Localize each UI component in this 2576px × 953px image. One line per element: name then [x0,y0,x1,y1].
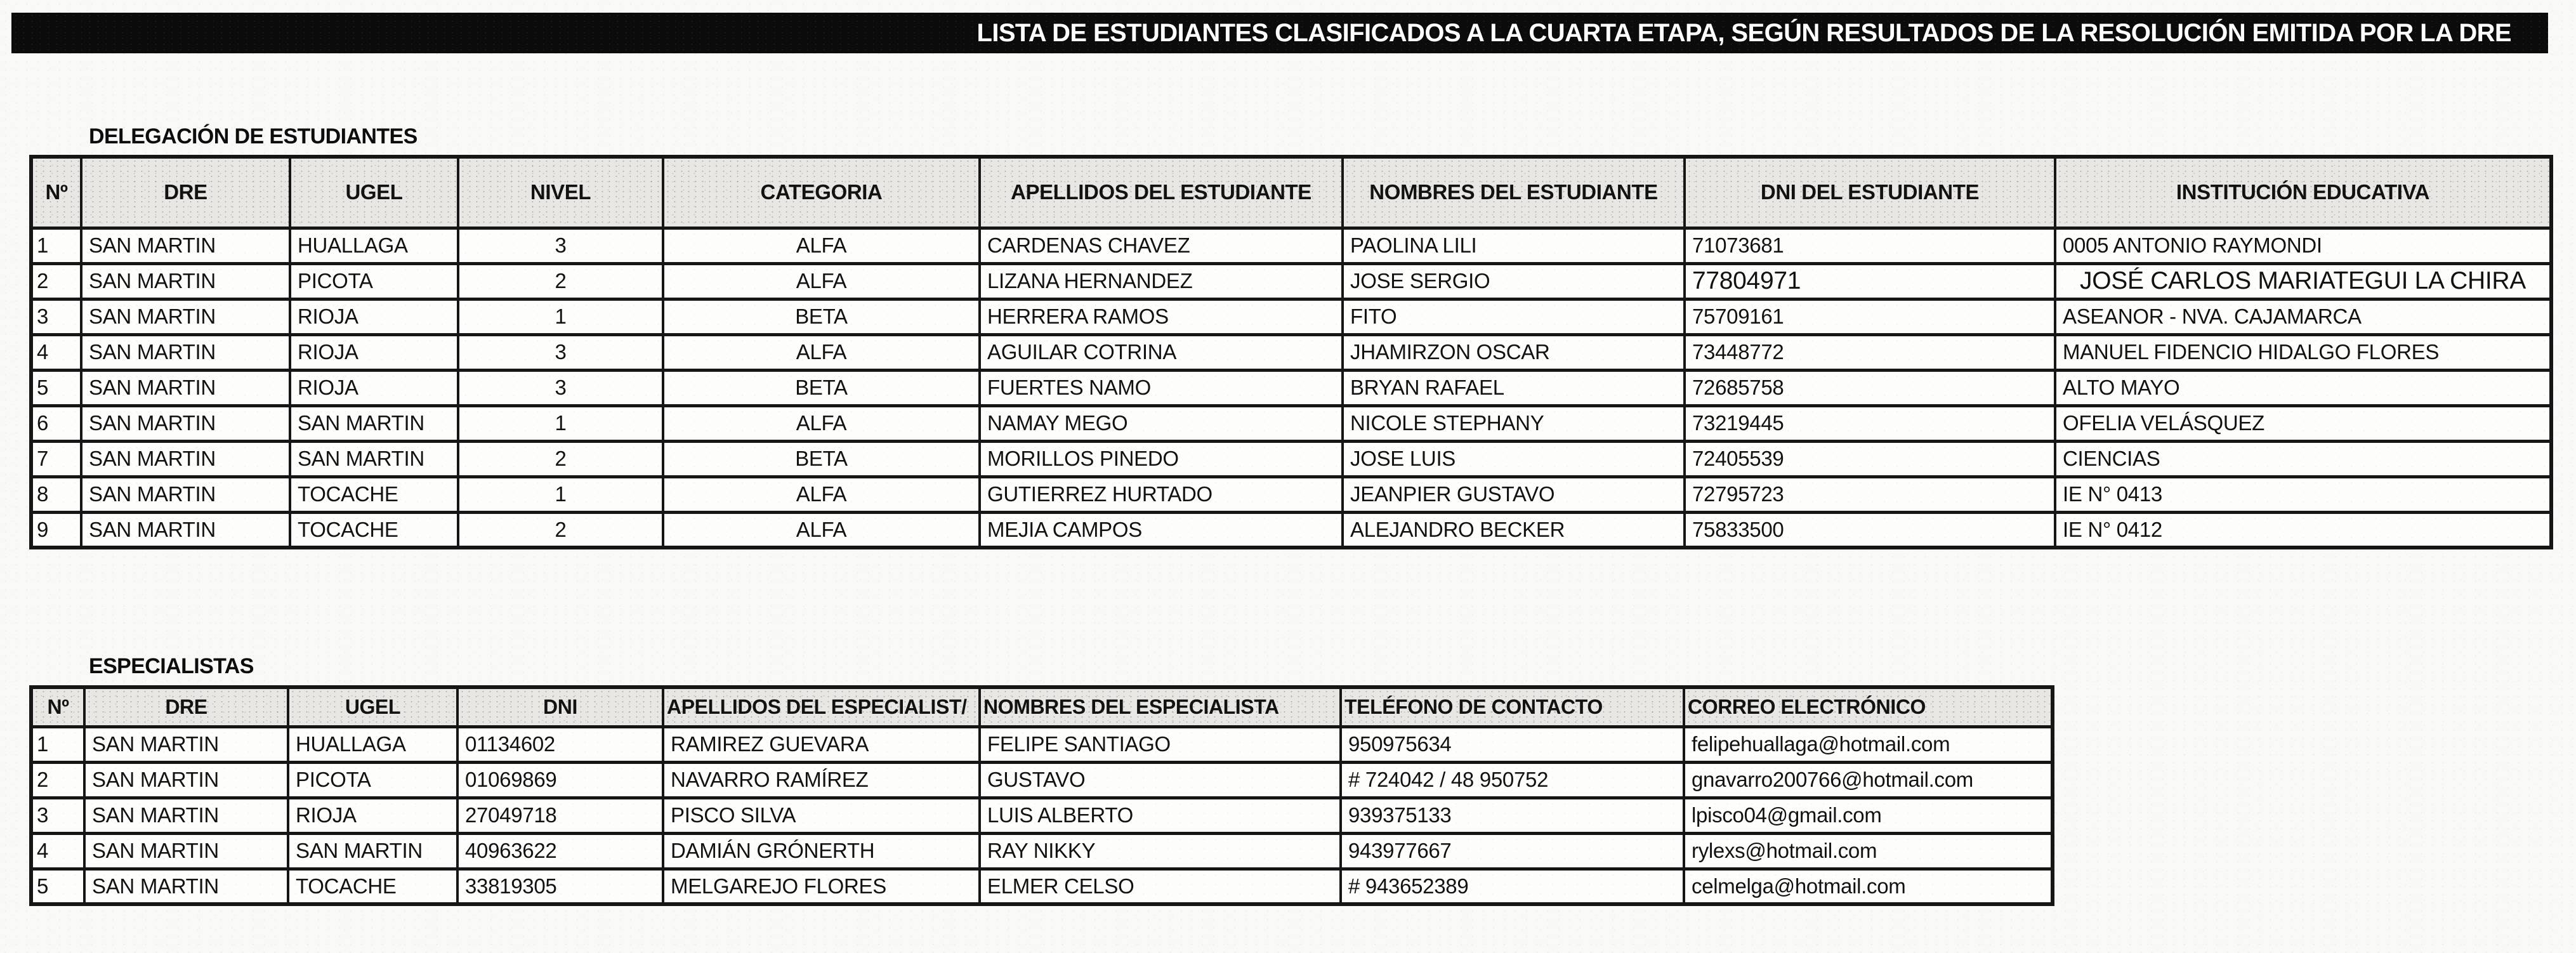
table-row [31,869,2053,904]
table-cell: FITO [1343,299,1685,334]
table-cell: IE N° 0412 [2055,512,2551,548]
table-cell: 73448772 [1685,334,2055,370]
table-cell: LUIS ALBERTO [980,798,1341,833]
specialists-table [29,685,2054,906]
table-cell: ALFA [663,476,980,512]
table-cell: GUSTAVO [980,762,1341,798]
table-cell: NAMAY MEGO [980,405,1343,441]
table-cell: # 943652389 [1341,869,1684,904]
table-cell: 3 [458,334,663,370]
table-cell: 950975634 [1341,726,1684,762]
table-row [31,405,2551,441]
table-cell: 72685758 [1685,370,2055,405]
document-title: LISTA DE ESTUDIANTES CLASIFICADOS A LA CUARTA ETAPA, SEGÚN RESULTADOS DE LA RESOLUCIÓN EMITIDA POR LA DRE [976,18,2511,47]
table-cell: 7 [31,441,81,476]
table-cell: 71073681 [1685,228,2055,263]
table-cell: 6 [31,405,81,441]
table-cell: 01069869 [457,762,663,798]
table-cell: RAY NIKKY [980,833,1341,869]
table-row [31,798,2053,833]
table-cell: JHAMIRZON OSCAR [1343,334,1685,370]
table-cell: HUALLAGA [288,726,457,762]
table-cell: JOSÉ CARLOS MARIATEGUI LA CHIRA [2055,263,2551,299]
specialists-header-row [31,687,2053,726]
table-row [31,512,2551,548]
table-cell: ALFA [663,228,980,263]
table-cell: SAN MARTIN [81,512,290,548]
column-header: NOMBRES DEL ESTUDIANTE [1343,157,1685,228]
table-cell: DAMIÁN GRÓNERTH [663,833,980,869]
table-cell: 5 [31,869,84,904]
table-cell: 73219445 [1685,405,2055,441]
table-cell: SAN MARTIN [84,726,288,762]
table-row [31,370,2551,405]
table-cell: SAN MARTIN [81,370,290,405]
table-cell: SAN MARTIN [81,228,290,263]
table-row [31,762,2053,798]
table-cell: 72405539 [1685,441,2055,476]
column-header: DNI DEL ESTUDIANTE [1685,157,2055,228]
table-row [31,441,2551,476]
table-cell: 4 [31,334,81,370]
table-cell: ASEANOR - NVA. CAJAMARCA [2055,299,2551,334]
column-header: TELÉFONO DE CONTACTO [1341,687,1684,726]
table-cell: 33819305 [457,869,663,904]
table-cell: 40963622 [457,833,663,869]
table-cell: PICOTA [288,762,457,798]
table-cell: RIOJA [290,334,458,370]
column-header: APELLIDOS DEL ESTUDIANTE [980,157,1343,228]
table-row [31,228,2551,263]
table-cell: SAN MARTIN [81,405,290,441]
table-cell: 9 [31,512,81,548]
column-header: APELLIDOS DEL ESPECIALIST/ [663,687,980,726]
table-cell: OFELIA VELÁSQUEZ [2055,405,2551,441]
document-title-bar [11,13,2548,53]
table-cell: ALFA [663,512,980,548]
table-cell: RIOJA [290,299,458,334]
table-cell: BETA [663,441,980,476]
table-cell: BETA [663,299,980,334]
table-cell: SAN MARTIN [81,441,290,476]
specialists-table-body [31,726,2053,904]
table-cell: TOCACHE [290,512,458,548]
table-row [31,334,2551,370]
table-cell: LIZANA HERNANDEZ [980,263,1343,299]
table-cell: # 724042 / 48 950752 [1341,762,1684,798]
column-header: UGEL [290,157,458,228]
table-cell: 72795723 [1685,476,2055,512]
table-cell: ALFA [663,334,980,370]
column-header: CORREO ELECTRÓNICO [1684,687,2053,726]
table-cell: felipehuallaga@hotmail.com [1684,726,2053,762]
table-cell: ALFA [663,405,980,441]
table-cell: MEJIA CAMPOS [980,512,1343,548]
table-cell: 2 [458,441,663,476]
table-cell: GUTIERREZ HURTADO [980,476,1343,512]
table-cell: BETA [663,370,980,405]
students-header-row [31,157,2551,228]
table-cell: HUALLAGA [290,228,458,263]
specialists-table-header [31,687,2053,726]
students-table-body [31,228,2551,548]
column-header: DRE [84,687,288,726]
table-cell: 75833500 [1685,512,2055,548]
table-cell: 0005 ANTONIO RAYMONDI [2055,228,2551,263]
table-cell: 1 [31,228,81,263]
table-cell: 1 [458,405,663,441]
table-cell: AGUILAR COTRINA [980,334,1343,370]
table-cell: SAN MARTIN [84,869,288,904]
table-cell: PAOLINA LILI [1343,228,1685,263]
table-cell: 2 [458,263,663,299]
table-cell: celmelga@hotmail.com [1684,869,2053,904]
table-cell: SAN MARTIN [288,833,457,869]
column-header: UGEL [288,687,457,726]
table-cell: ALFA [663,263,980,299]
table-cell: 27049718 [457,798,663,833]
column-header: NOMBRES DEL ESPECIALISTA [980,687,1341,726]
table-row [31,263,2551,299]
table-cell: SAN MARTIN [81,476,290,512]
table-cell: TOCACHE [290,476,458,512]
table-cell: SAN MARTIN [81,299,290,334]
column-header: INSTITUCIÓN EDUCATIVA [2055,157,2551,228]
table-cell: SAN MARTIN [84,798,288,833]
table-cell: gnavarro200766@hotmail.com [1684,762,2053,798]
table-cell: 8 [31,476,81,512]
table-cell: 1 [458,299,663,334]
table-cell: JOSE LUIS [1343,441,1685,476]
column-header: NIVEL [458,157,663,228]
column-header: Nº [31,687,84,726]
table-cell: PISCO SILVA [663,798,980,833]
table-cell: 4 [31,833,84,869]
table-cell: 3 [31,798,84,833]
table-cell: TOCACHE [288,869,457,904]
table-cell: 3 [458,228,663,263]
table-cell: RIOJA [288,798,457,833]
table-cell: JOSE SERGIO [1343,263,1685,299]
table-cell: SAN MARTIN [84,833,288,869]
column-header: DRE [81,157,290,228]
table-cell: ELMER CELSO [980,869,1341,904]
table-cell: 01134602 [457,726,663,762]
table-cell: HERRERA RAMOS [980,299,1343,334]
table-cell: CIENCIAS [2055,441,2551,476]
table-cell: 75709161 [1685,299,2055,334]
table-cell: 2 [31,762,84,798]
table-cell: ALTO MAYO [2055,370,2551,405]
table-cell: MORILLOS PINEDO [980,441,1343,476]
table-cell: lpisco04@gmail.com [1684,798,2053,833]
table-cell: 2 [31,263,81,299]
table-cell: 943977667 [1341,833,1684,869]
table-cell: 77804971 [1685,263,2055,299]
students-table-header [31,157,2551,228]
table-cell: JEANPIER GUSTAVO [1343,476,1685,512]
column-header: Nº [31,157,81,228]
table-cell: SAN MARTIN [81,334,290,370]
table-cell: SAN MARTIN [84,762,288,798]
table-cell: MANUEL FIDENCIO HIDALGO FLORES [2055,334,2551,370]
table-cell: 3 [458,370,663,405]
table-row [31,726,2053,762]
table-cell: RAMIREZ GUEVARA [663,726,980,762]
table-cell: 2 [458,512,663,548]
table-cell: SAN MARTIN [290,405,458,441]
table-cell: RIOJA [290,370,458,405]
students-table [29,155,2553,549]
table-cell: SAN MARTIN [290,441,458,476]
table-cell: 3 [31,299,81,334]
table-cell: NICOLE STEPHANY [1343,405,1685,441]
table-cell: 939375133 [1341,798,1684,833]
table-row [31,476,2551,512]
table-cell: 1 [31,726,84,762]
table-cell: IE N° 0413 [2055,476,2551,512]
table-cell: 5 [31,370,81,405]
table-cell: FELIPE SANTIAGO [980,726,1341,762]
column-header: CATEGORIA [663,157,980,228]
table-cell: CARDENAS CHAVEZ [980,228,1343,263]
column-header: DNI [457,687,663,726]
table-row [31,299,2551,334]
table-cell: PICOTA [290,263,458,299]
students-section-title: DELEGACIÓN DE ESTUDIANTES [89,124,417,148]
table-cell: MELGAREJO FLORES [663,869,980,904]
table-cell: ALEJANDRO BECKER [1343,512,1685,548]
table-cell: BRYAN RAFAEL [1343,370,1685,405]
table-cell: FUERTES NAMO [980,370,1343,405]
table-cell: NAVARRO RAMÍREZ [663,762,980,798]
table-row [31,833,2053,869]
table-cell: SAN MARTIN [81,263,290,299]
specialists-section-title: ESPECIALISTAS [89,654,254,678]
table-cell: 1 [458,476,663,512]
table-cell: rylexs@hotmail.com [1684,833,2053,869]
